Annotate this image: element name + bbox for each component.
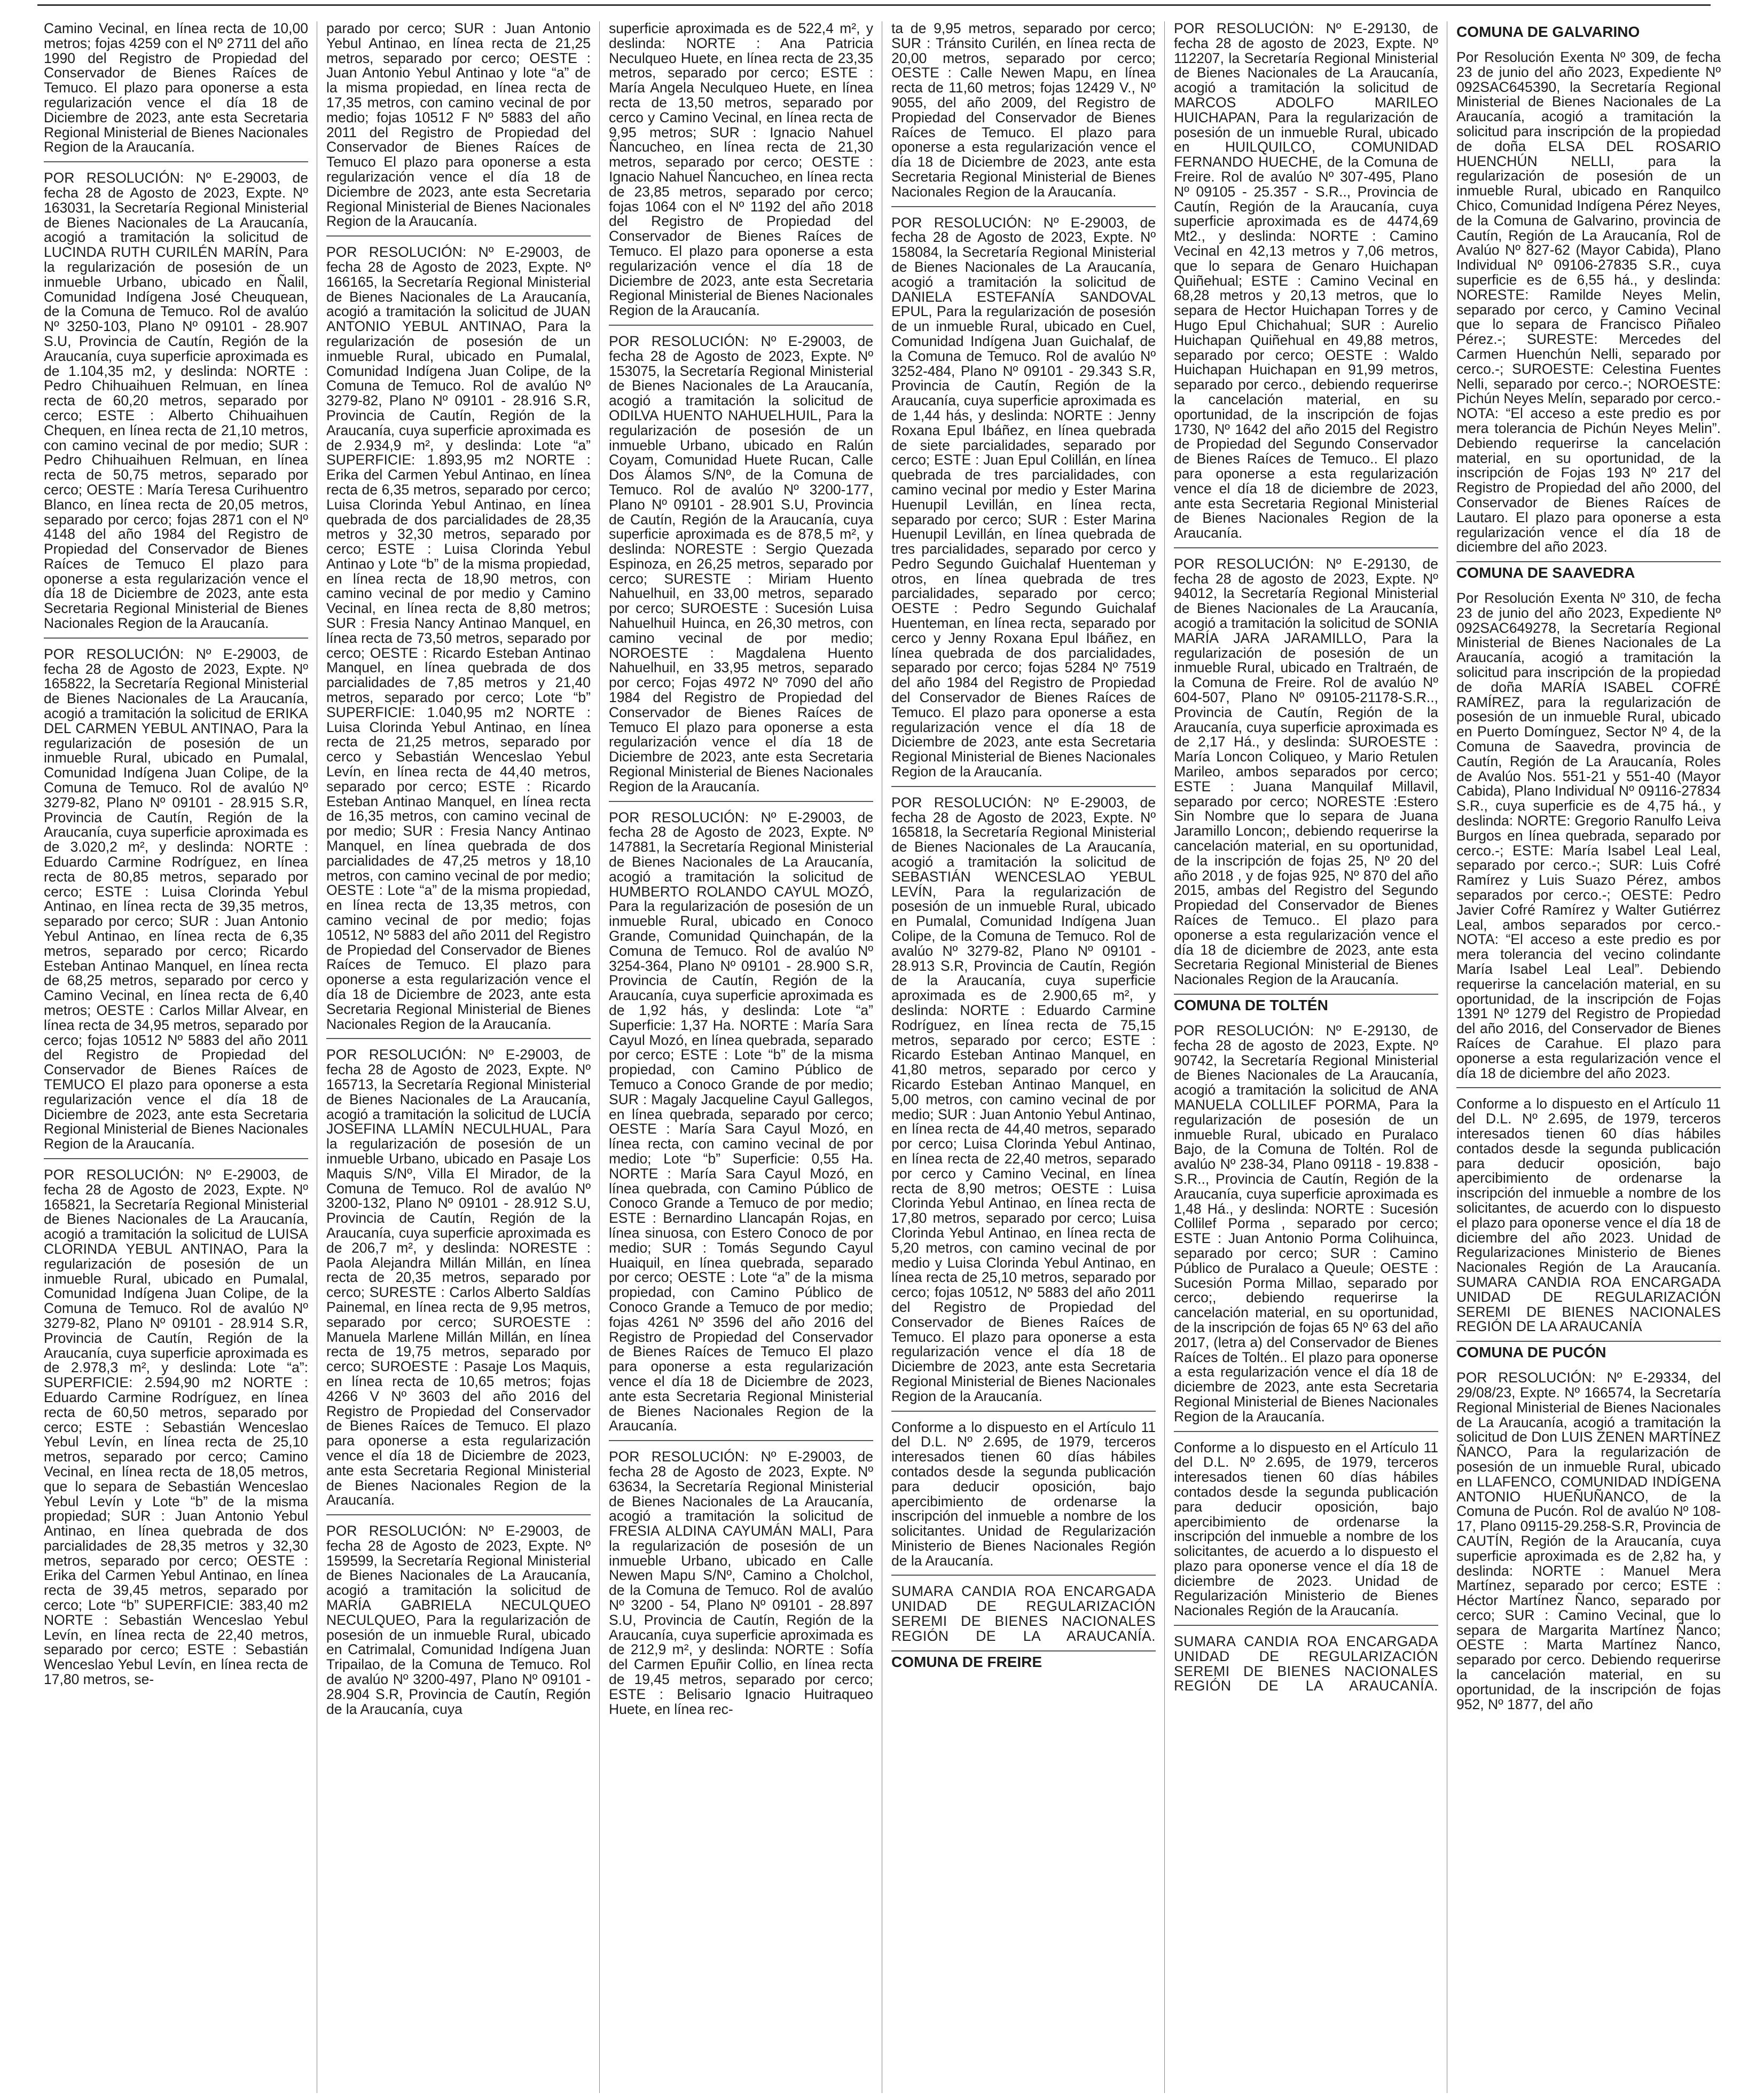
notice-separator — [891, 786, 1156, 787]
notice-paragraph: POR RESOLUCIÓN: Nº E-29003, de fecha 28 de Agosto de 2023, Expte. Nº 163031, la Secretaría Regional Ministerial de Bienes Nacionales de La Araucanía, acogió a tramitación la solicitud de LUCINDA RUTH CURILÉN MARÍN, Para la regularización de posesión de un inmueble Urbano, ubicado en Ñalil, Comunidad Indígena José Cheuquean, de la Comuna de Temuco. Rol de avalúo Nº 3250-103, Plano Nº 09101 - 28.907 S.U, Provincia de Cautín, Región de la Araucanía, cuya superficie aproximada es de 1.104,35 m2, y deslinda: NORTE : Pedro Chihuaihuen Relmuan, en línea recta de 60,20 metros, separado por cerco; ESTE : Alberto Chihuaihuen Chequen, en línea recta de 21,10 metros, con camino vecinal de por medio; SUR : Pedro Chihuaihuen Relmuan, en línea recta de 50,75 metros, separado por cerco; OESTE : María Teresa Curihuentro Blanco, en línea recta de 20,05 metros, separado por cerco; fojas 2871 con el Nº 4148 del año 1984 del Registro de Propiedad del Conservador de Bienes Raíces de Temuco El plazo para oponerse a esta regularización vence el día 18 de Diciembre de 2023, ante esta Secretaria Regional Ministerial de Bienes Nacionales Region de la Araucanía. — [44, 170, 308, 632]
notice-separator — [44, 638, 308, 639]
notice-separator — [1174, 1625, 1438, 1626]
notice-paragraph: Conforme a lo dispuesto en el Artículo 11 del D.L. Nº 2.695, de 1979, terceros interesados tienen 60 días hábiles contados desde la segunda publicación para deducir oposición, bajo apercibimiento de ordenarse la inscripción del inmueble a nombre de los solicitantes, de acuerdo con lo dispuesto el plazo para oponerse vence el día 18 de diciembre del año 2023. Unidad de Regularizaciones Ministerio de Bienes Nacionales Región de La Araucanía. SUMARA CANDIA ROA ENCARGADA UNIDAD DE REGULARIZACIÓN SEREMI DE BIENES NACIONALES REGIÓN DE LA ARAUCANÍA — [1456, 1096, 1721, 1335]
notice-paragraph: POR RESOLUCIÓN: Nº E-29130, de fecha 28 de agosto de 2023, Expte. Nº 94012, la Secretaría Regional Ministerial de Bienes Nacionales de La Araucanía, acogió a tramitación la solicitud de SONIA MARÍA JARA JARAMILLO, Para la regularización de posesión de un inmueble Rural, ubicado en Traltraén, de la Comuna de Freire. Rol de avalúo Nº 604-507, Plano Nº 09105-21178-S.R.., Provincia de Cautín, Región de la Araucanía, cuya superficie aproximada es de 2,17 Há., y deslinda: SUROESTE : María Loncon Coliqueo, y Mario Retulen Marileo, ambos separados por cerco; ESTE : Juana Manquilaf Millavil, separado por cerco; NORESTE :Estero Sin Nombre que lo separa de Juana Jaramillo Loncon;, debiendo requerirse la cancelación material, en su oportunidad, de la inscripción de fojas 25, Nº 20 del año 2018 , y de fojas 925, Nº 870 del año 2015, ambas del Registro del Segundo Propiedad del Conservador de Bienes Raíces de Temuco.. El plazo para oponerse a esta regularización vence el día 18 de diciembre de 2023, ante esta Secretaria Regional Ministerial de Bienes Nacionales Region de la Araucanía. — [1174, 555, 1438, 988]
notice-paragraph: POR RESOLUCIÓN: Nº E-29130, de fecha 28 de agosto de 2023, Expte. Nº 90742, la Secretaría Regional Ministerial de Bienes Nacionales de La Araucanía, acogió a tramitación la solicitud de ANA MANUELA COLLILEF PORMA, Para la regularización de posesión de un inmueble Rural, ubicado en Puralaco Bajo, de la Comuna de Toltén. Rol de avalúo Nº 238-34, Plano 09118 - 19.838 - S.R.., Provincia de Cautín, Región de la Araucanía, cuya superficie aproximada es 1,48 Há., y deslinda: NORTE : Sucesión Collilef Porma , separado por cerco; ESTE : Juan Antonio Porma Colihuinca, separado por cerco; SUR : Camino Público de Puralaco a Queule; OESTE : Sucesión Porma Millao, separado por cerco;, debiendo requerirse la cancelación material, en su oportunidad, de la inscripción de fojas 65 Nº 63 del año 2017, (letra a) del Conservador de Bienes Raíces de Toltén.. El plazo para oponerse a esta regularización vence el día 18 de diciembre de 2023, ante esta Secretaria Regional Ministerial de Bienes Nacionales Region de la Araucanía. — [1174, 1023, 1438, 1425]
column-5 — [1174, 21, 1438, 2093]
column-6 — [1456, 21, 1721, 2093]
notice-paragraph: Conforme a lo dispuesto en el Artículo 11 del D.L. Nº 2.695, de 1979, terceros interesados tienen 60 días hábiles contados desde la segunda publicación para deducir oposición, bajo apercibimiento de ordenarse la inscripción del inmueble a nombre de los solicitantes. Unidad de Regularización Ministerio de Bienes Nacionales Región de la Araucanía. — [891, 1419, 1156, 1569]
notice-paragraph: POR RESOLUCIÓN: Nº E-29003, de fecha 28 de Agosto de 2023, Expte. Nº 165818, la Secretaría Regional Ministerial de Bienes Nacionales de La Araucanía, acogió a tramitación la solicitud de SEBASTIÁN WENCESLAO YEBUL LEVÍN, Para la regularización de posesión de un inmueble Rural, ubicado en Pumalal, Comunidad Indígena Juan Colipe, de la Comuna de Temuco. Rol de avalúo Nº 3279-82, Plano Nº 09101 - 28.913 S.R, Provincia de Cautín, Región de la Araucanía, cuya superficie aproximada es de 2.900,65 m², y deslinda: NORTE : Eduardo Carmine Rodríguez, en línea recta de 75,15 metros, separado por cerco; ESTE : Ricardo Esteban Antinao Manquel, en 41,80 metros, separado por cerco y Ricardo Esteban Antinao Manquel, en 5,00 metros, con camino vecinal de por medio; SUR : Juan Antonio Yebul Antinao, en línea recta de 44,40 metros, separado por cerco; Luisa Clorinda Yebul Antinao, en línea recta de 22,40 metros, separado por cerco y Camino Vecinal, en línea recta de 8,90 metros; OESTE : Luisa Clorinda Yebul Antinao, en línea recta de 17,80 metros, separado por cerco; Luisa Clorinda Yebul Antinao, en línea recta de 5,20 metros, con camino vecinal de por medio y Luisa Clorinda Yebul Antinao, en línea recta de 25,10 metros, separado por cerco; fojas 10512, Nº 5883 del año 2011 del Registro de Propiedad del Conservador de Bienes Raíces de Temuco. El plazo para oponerse a esta regularización vence el día 18 de Diciembre de 2023, ante esta Secretaria Regional Ministerial de Bienes Nacionales Region de la Araucanía. — [891, 794, 1156, 1404]
notice-paragraph: POR RESOLUCIÓN: Nº E-29003, de fecha 28 de Agosto de 2023, Expte. Nº 165821, la Secretaría Regional Ministerial de Bienes Nacionales de La Araucanía, acogió a tramitación la solicitud de LUISA CLORINDA YEBUL ANTINAO, Para la regularización de posesión de un inmueble Rural, ubicado en Pumalal, Comunidad Indígena Juan Colipe, de la Comuna de Temuco. Rol de avalúo Nº 3279-82, Plano Nº 09101 - 28.914 S.R, Provincia de Cautín, Región de la Araucanía, cuya superficie aproximada es de 2.978,3 m², y deslinda: Lote “a”: SUPERFICIE: 2.594,90 m2 NORTE : Eduardo Carmine Rodríguez, en línea recta de 60,50 metros, separado por cerco; ESTE : Sebastián Wenceslao Yebul Levín, en línea recta de 25,10 metros, separado por cerco; Camino Vecinal, en línea recta de 18,05 metros, que lo separa de Sebastián Wenceslao Yebul Levín y Lote “b” de la misma propiedad; SUR : Juan Antonio Yebul Antinao, en línea quebrada de dos parcialidades de 28,35 metros y 32,30 metros, separado por cerco; OESTE : Erika del Carmen Yebul Antinao, en línea recta de 39,45 metros, separado por cerco; Lote “b” SUPERFICIE: 383,40 m2 NORTE : Sebastián Wenceslao Yebul Levín, en línea recta de 22,40 metros, separado por cerco; ESTE : Sebastián Wenceslao Yebul Levín, en línea recta de 17,80 metros, se- — [44, 1166, 308, 1688]
notice-separator — [1456, 1087, 1721, 1088]
comuna-heading: COMUNA DE TOLTÉN — [1174, 994, 1438, 1018]
notice-paragraph: superficie aproximada es de 522,4 m², y deslinda: NORTE : Ana Patricia Neculqueo Huete, en línea recta de 23,35 metros, separado por cerco; ESTE : María Angela Neculqueo Huete, en línea recta de 13,50 metros, separado por cerco y Camino Vecinal, en línea recta de 9,95 metros; SUR : Ignacio Nahuel Ñancucheo, en línea recta de 21,30 metros, separado por cerco; OESTE : Ignacio Nahuel Ñancucheo, en línea recta de 23,85 metros, separado por cerco; fojas 1064 con el Nº 1192 del año 2018 del Registro de Propiedad del Conservador de Bienes Raíces de Temuco. El plazo para oponerse a esta regularización vence el día 18 de Diciembre de 2023, ante esta Secretaria Regional Ministerial de Bienes Nacionales Region de la Araucanía. — [609, 21, 873, 319]
notice-paragraph: POR RESOLUCIÓN: Nº E-29003, de fecha 28 de Agosto de 2023, Expte. Nº 166165, la Secretaría Regional Ministerial de Bienes Nacionales de La Araucanía, acogió a tramitación la solicitud de JUAN ANTONIO YEBUL ANTINAO, Para la regularización de posesión de un inmueble Rural, ubicado en Pumalal, Comunidad Indígena Juan Colipe, de la Comuna de Temuco. Rol de avalúo Nº 3279-82, Plano Nº 09101 - 28.916 S.R, Provincia de Cautín, Región de la Araucanía, cuya superficie aproximada es de 2.934,9 m², y deslinda: Lote “a” SUPERFICIE: 1.893,95 m2 NORTE : Erika del Carmen Yebul Antinao, en línea recta de 6,35 metros, separado por cerco; Luisa Clorinda Yebul Antinao, en línea quebrada de dos parcialidades de 28,35 metros y 32,30 metros, separado por cerco; ESTE : Luisa Clorinda Yebul Antinao y Lote “b” de la misma propiedad, en línea recta de 18,90 metros, con camino vecinal de por medio y Camino Vecinal, en línea recta de 8,80 metros; SUR : Fresia Nancy Antinao Manquel, en línea recta de 73,50 metros, separado por cerco; OESTE : Ricardo Esteban Antinao Manquel, en línea quebrada de dos parcialidades de 7,85 metros y 21,40 metros, separado por cerco; Lote “b” SUPERFICIE: 1.040,95 m2 NORTE : Luisa Clorinda Yebul Antinao, en línea recta de 21,25 metros, separado por cerco y Sebastián Wenceslao Yebul Levín, en línea recta de 44,40 metros, separado por cerco; ESTE : Ricardo Esteban Antinao Manquel, en línea recta de 16,35 metros, con camino vecinal de por medio; SUR : Fresia Nancy Antinao Manquel, en línea quebrada de dos parcialidades de 47,25 metros y 18,10 metros, con camino vecinal de por medio; OESTE : Lote “a” de la misma propiedad, en línea recta de 13,35 metros, con camino vecinal de por medio; fojas 10512, Nº 5883 del año 2011 del Registro de Propiedad del Conservador de Bienes Raíces de Temuco. El plazo para oponerse a esta regularización vence el día 18 de Diciembre de 2023, ante esta Secretaria Regional Ministerial de Bienes Nacionales Region de la Araucanía. — [326, 244, 591, 1032]
notice-paragraph: Por Resolución Exenta Nº 309, de fecha 23 de junio del año 2023, Expediente Nº 092SAC645390, la Secretaría Regional Ministerial de Bienes Nacionales de La Araucanía, acogió a tramitación la solicitud para inscripción de la propiedad de doña ELSA DEL ROSARIO HUENCHÚN NELLI, para la regularización de posesión de un inmueble Rural, ubicado en Ranquilco Chico, Comunidad Indígena Pérez Neyes, de la Comuna de Galvarino, provincia de Cautín, Región de La Araucanía, Rol de Avalúo Nº 827-62 (Mayor Cabida), Plano Individual Nº 09106-27835 S.R., cuya superficie es de 6,55 há., y deslinda: NORESTE: Ramilde Neyes Melin, separado por cerco, y Camino Vecinal que lo separa de Francisco Piñaleo Pérez.-; SURESTE: Mercedes del Carmen Huenchún Nelli, separado por cerco.-; SUROESTE: Celestina Fuentes Nelli, separado por cerco.-; NOROESTE: Pichún Neyes Melín, separado por cerco.- NOTA: “El acceso a este predio es por mera tolerancia de Pichún Neyes Melin”. Debiendo requerirse la cancelación material, en su oportunidad, de la inscripción de Fojas 193 Nº 217 del Registro de Propiedad del año 2000, del Conservador de Bienes Raíces de Lautaro. El plazo para oponerse a esta regularización vence el día 18 de diciembre del año 2023. — [1456, 49, 1721, 555]
notice-separator — [44, 1158, 308, 1159]
notice-separator — [609, 801, 873, 802]
column-2 — [326, 21, 591, 2093]
notice-separator — [891, 206, 1156, 207]
comuna-heading: COMUNA DE PUCÓN — [1456, 1341, 1721, 1365]
column-4 — [891, 21, 1156, 2093]
signature-block: SUMARA CANDIA ROA ENCARGADA UNIDAD DE REGULARIZACIÓN SEREMI DE BIENES NACIONALES REGIÓN DE LA ARAUCANÍA. — [891, 1583, 1156, 1644]
notice-paragraph: parado por cerco; SUR : Juan Antonio Yebul Antinao, en línea recta de 21,25 metros, separado por cerco; OESTE : Juan Antonio Yebul Antinao y lote “a” de la misma propiedad, en línea recta de 17,35 metros, con camino vecinal de por medio; fojas 10512 F Nº 5883 del año 2011 del Registro de Propiedad del Conservador de Bienes Raíces de Temuco El plazo para oponerse a esta regularización vence el día 18 de Diciembre de 2023, ante esta Secretaria Regional Ministerial de Bienes Nacionales Region de la Araucanía. — [326, 21, 591, 230]
notice-paragraph: Por Resolución Exenta Nº 310, de fecha 23 de junio del año 2023, Expediente Nº 092SAC649278, la Secretaría Regional Ministerial de Bienes Nacionales de La Araucanía, acogió a tramitación la solicitud para inscripción de la propiedad de doña MARÍA ISABEL COFRÉ RAMÍREZ, para la regularización de posesión de un inmueble Rural, ubicado en Puerto Domínguez, Sector Nº 4, de la Comuna de Saavedra, provincia de Cautín, Región de La Araucanía, Roles de Avalúo Nos. 551-21 y 551-40 (Mayor Cabida), Plano Individual Nº 09116-27834 S.R., cuya superficie es de 4,75 há., y deslinda: NORTE: Gregorio Ranulfo Leiva Burgos en línea quebrada, separado por cerco.-; ESTE: María Isabel Leal Leal, separado por cerco.-; SUR: Luis Cofré Ramírez y Luis Suazo Pérez, ambos separados por cerco.-; OESTE: Pedro Javier Cofré Ramírez y Walter Gutiérrez Leal, ambos separados por cerco.- NOTA: “El acceso a este predio es por mera tolerancia del vecino colindante María Isabel Leal Leal”. Debiendo requerirse la cancelación material, en su oportunidad, de la inscripción de Fojas 1391 Nº 1279 del Registro de Propiedad del año 2016, del Conservador de Bienes Raíces de Carahue. El plazo para oponerse a esta regularización vence el día 18 de diciembre del año 2023. — [1456, 590, 1721, 1081]
notice-separator — [1174, 1431, 1438, 1432]
column-divider — [1164, 21, 1165, 2093]
notice-separator — [609, 1440, 873, 1441]
comuna-heading: COMUNA DE GALVARINO — [1456, 23, 1640, 40]
column-divider — [599, 21, 600, 2093]
notice-paragraph: POR RESOLUCIÓN: Nº E-29003, de fecha 28 de Agosto de 2023, Expte. Nº 63634, la Secretaría Regional Ministerial de Bienes Nacionales de La Araucanía, acogió a tramitación la solicitud de FRESIA ALDINA CAYUMÁN MALI, Para la regularización de posesión de un inmueble Urbano, ubicado en Calle Newen Mapu S/Nº, Camino a Cholchol, de la Comuna de Temuco. Rol de avalúo Nº 3200 - 54, Plano Nº 09101 - 28.897 S.U, Provincia de Cautín, Región de la Araucanía, cuya superficie aproximada es de 212,9 m², y deslinda: NORTE : Sofía del Carmen Epuñir Collio, en línea recta de 19,45 metros, separado por cerco; ESTE : Belisario Ignacio Huitraqueo Huete, en línea rec- — [609, 1449, 873, 1717]
notice-paragraph: POR RESOLUCIÓN: Nº E-29003, de fecha 28 de Agosto de 2023, Expte. Nº 158084, la Secretaría Regional Ministerial de Bienes Nacionales de La Araucanía, acogió a tramitación la solicitud de DANIELA ESTEFANÍA SANDOVAL EPUL, Para la regularización de posesión de un inmueble Rural, ubicado en Cuel, Comunidad Indígena Juan Guichalaf, de la Comuna de Temuco. Rol de avalúo Nº 3252-484, Plano Nº 09101 - 29.343 S.R, Provincia de Cautín, Región de la Araucanía, cuya superficie aproximada es de 1,44 hás, y deslinda: NORTE : Jenny Roxana Epul Ibáñez, en línea quebrada de siete parcialidades, separado por cerco; ESTE : Juan Epul Colillán, en línea quebrada de tres parcialidades, con camino vecinal por medio y Ester Marina Huenupil Levillán, en línea recta, separado por cerco; SUR : Ester Marina Huenupil Levillán, en línea quebrada de tres parcialidades, separado por cerco y Pedro Segundo Guichalaf Huenteman y otros, en línea quebrada de tres parcialidades, separado por cerco; OESTE : Pedro Segundo Guichalaf Huenteman, en línea recta, separado por cerco y Jenny Roxana Epul Ibáñez, en línea quebrada de dos parcialidades, separado por cerco; fojas 5284 Nº 7519 del año 1984 del Registro de Propiedad del Conservador de Bienes Raíces de Temuco. El plazo para oponerse a esta regularización vence el día 18 de Diciembre de 2023, ante esta Secretaria Regional Ministerial de Bienes Nacionales Region de la Araucanía. — [891, 214, 1156, 780]
notice-paragraph: POR RESOLUCIÓN: Nº E-29130, de fecha 28 de agosto de 2023, Expte. Nº 112207, la Secretaría Regional Ministerial de Bienes Nacionales de La Araucanía, acogió a tramitación la solicitud de MARCOS ADOLFO MARILEO HUICHAPAN, Para la regularización de posesión de un inmueble Rural, ubicado en HUILQUILCO, COMUNIDAD FERNANDO HUECHE, de la Comuna de Freire. Rol de avalúo Nº 307-495, Plano Nº 09105 - 25.357 - S.R.., Provincia de Cautín, Región de la Araucanía, cuya superficie aproximada es de 4474,69 Mt2., y deslinda: NORTE : Camino Vecinal en 42,13 metros y 7,06 metros, que lo separa de Genaro Huichapan Quiñehual; ESTE : Camino Vecinal en 68,28 metros y 20,13 metros, que lo separa de Hector Huichapan Torres y de Hugo Epul Chichahual; SUR : Aurelio Huichapan Quiñehual en 49,88 metros, separado por cerco; OESTE : Waldo Huichapan Huichapan en 91,99 metros, separado por cerco., debiendo requerirse la cancelación material, en su oportunidad, de la inscripción de fojas 1730, Nº 1642 del año 2015 del Registro de Propiedad del Segundo Conservador de Bienes Raíces de Temuco.. El plazo para oponerse a esta regularización vence el día 18 de diciembre de 2023, ante esta Secretaria Regional Ministerial de Bienes Nacionales Region de la Araucanía. — [1174, 21, 1438, 541]
notice-paragraph: POR RESOLUCIÓN: Nº E-29003, de fecha 28 de Agosto de 2023, Expte. Nº 147881, la Secretaría Regional Ministerial de Bienes Nacionales de La Araucanía, acogió a tramitación la solicitud de HUMBERTO ROLANDO CAYUL MOZÓ, Para la regularización de posesión de un inmueble Rural, ubicado en Conoco Grande, Comunidad Quinchapán, de la Comuna de Temuco. Rol de avalúo Nº 3254-364, Plano Nº 09101 - 28.900 S.R, Provincia de Cautín, Región de la Araucanía, cuya superficie aproximada es de 1,92 hás, y deslinda: Lote “a” Superficie: 1,37 Ha. NORTE : María Sara Cayul Mozó, en línea quebrada, separado por cerco; ESTE : Lote “b” de la misma propiedad, con Camino Público de Temuco a Conoco Grande de por medio; SUR : Magaly Jacqueline Cayul Gallegos, en línea quebrada, separado por cerco; OESTE : María Sara Cayul Mozó, en línea recta, con camino vecinal de por medio; Lote “b” Superficie: 0,55 Ha. NORTE : María Sara Cayul Mozó, en línea quebrada, con Camino Público de Conoco Grande a Temuco de por medio; ESTE : Bernardino Llancapán Rojas, en línea sinuosa, con Estero Conoco de por medio; SUR : Tomás Segundo Cayul Huaiquil, en línea quebrada, separado por cerco; OESTE : Lote “a” de la misma propiedad, con Camino Público de Conoco Grande a Temuco de por medio; fojas 4261 Nº 3596 del año 2016 del Registro de Propiedad del Conservador de Bienes Raíces de Temuco El plazo para oponerse a esta regularización vence el día 18 de Diciembre de 2023, ante esta Secretaria Regional Ministerial de Bienes Nacionales Region de la Araucanía. — [609, 809, 873, 1434]
column-3 — [609, 21, 873, 2093]
notice-separator — [326, 1038, 591, 1039]
notice-separator — [326, 235, 591, 237]
notice-paragraph: ta de 9,95 metros, separado por cerco; SUR : Tránsito Curilén, en línea recta de 20,00 metros, separado por cerco; OESTE : Calle Newen Mapu, en línea recta de 11,60 metros; fojas 12429 V., Nº 9055, del año 2009, del Registro de Propiedad del Conservador de Bienes Raíces de Temuco. El plazo para oponerse a esta regularización vence el día 18 de Diciembre de 2023, ante esta Secretaria Regional Ministerial de Bienes Nacionales Region de la Araucanía. — [891, 21, 1156, 200]
notice-separator — [609, 325, 873, 326]
notice-paragraph: Camino Vecinal, en línea recta de 10,00 metros; fojas 4259 con el Nº 2711 del año 1990 del Registro de Propiedad del Conservador de Bienes Raíces de Temuco. El plazo para oponerse a esta regularización vence el día 18 de Diciembre de 2023, ante esta Secretaria Regional Ministerial de Bienes Nacionales Region de la Araucanía. — [44, 21, 308, 155]
notice-separator — [1174, 547, 1438, 548]
comuna-heading: COMUNA DE SAAVEDRA — [1456, 561, 1721, 586]
signature-block: SUMARA CANDIA ROA ENCARGADA UNIDAD DE REGULARIZACIÓN SEREMI DE BIENES NACIONALES REGIÓN DE LA ARAUCANÍA. — [1174, 1633, 1438, 1694]
notice-paragraph: Conforme a lo dispuesto en el Artículo 11 del D.L. Nº 2.695, de 1979, terceros interesados tienen 60 días hábiles contados desde la segunda publicación para deducir oposición, bajo apercibimiento de ordenarse la inscripción del inmueble a nombre de los solicitantes, de acuerdo a lo dispuesto el plazo para oponerse vence el día 18 de diciembre de 2023. Unidad de Regularización Ministerio de Bienes Nacionales Región de la Araucanía. — [1174, 1439, 1438, 1619]
notice-paragraph: POR RESOLUCIÓN: Nº E-29003, de fecha 28 de Agosto de 2023, Expte. Nº 159599, la Secretaría Regional Ministerial de Bienes Nacionales de La Araucanía, acogió a tramitación la solicitud de MARÍA GABRIELA NECULQUEO NECULQUEO, Para la regularización de posesión de un inmueble Rural, ubicado en Catrimalal, Comunidad Indígena Juan Tripailao, de la Comuna de Temuco. Rol de avalúo Nº 3200-497, Plano Nº 09101 - 28.904 S.R, Provincia de Cautín, Región de la Araucanía, cuya — [326, 1523, 591, 1717]
notice-separator — [891, 1411, 1156, 1412]
top-rule — [37, 4, 1711, 6]
column-1 — [44, 21, 308, 2093]
notice-separator — [326, 1514, 591, 1515]
comuna-heading: COMUNA DE FREIRE — [891, 1650, 1156, 1675]
notice-paragraph: POR RESOLUCIÓN: Nº E-29003, de fecha 28 de Agosto de 2023, Expte. Nº 153075, la Secretaría Regional Ministerial de Bienes Nacionales de La Araucanía, acogió a tramitación la solicitud de ODILVA HUENTO NAHUELHUIL, Para la regularización de posesión de un inmueble Urbano, ubicado en Ralún Coyam, Comunidad Huete Rucan, Calle Dos Álamos S/Nº, de la Comuna de Temuco. Rol de avalúo Nº 3200-177, Plano Nº 09101 - 28.901 S.U, Provincia de Cautín, Región de la Araucanía, cuya superficie aproximada es de 878,5 m², y deslinda: NORESTE : Sergio Quezada Espinoza, en 26,25 metros, separado por cerco; SURESTE : Miriam Huento Nahuelhuil, en 33,00 metros, separado por cerco; SUROESTE : Sucesión Luisa Nahuelhuil Huinca, en 26,30 metros, con camino vecinal de por medio; NOROESTE : Magdalena Huento Nahuelhuil, en 33,95 metros, separado por cerco; Fojas 4972 Nº 7090 del año 1984 del Registro de Propiedad del Conservador de Bienes Raíces de Temuco El plazo para oponerse a esta regularización vence el día 18 de Diciembre de 2023, ante esta Secretaria Regional Ministerial de Bienes Nacionales Region de la Araucanía. — [609, 333, 873, 795]
notice-separator — [891, 1575, 1156, 1576]
notice-paragraph: POR RESOLUCIÓN: Nº E-29003, de fecha 28 de Agosto de 2023, Expte. Nº 165822, la Secretaría Regional Ministerial de Bienes Nacionales de La Araucanía, acogió a tramitación la solicitud de ERIKA DEL CARMEN YEBUL ANTINAO, Para la regularización de posesión de un inmueble Rural, ubicado en Pumalal, Comunidad Indígena Juan Colipe, de la Comuna de Temuco. Rol de avalúo Nº 3279-82, Plano Nº 09101 - 28.915 S.R, Provincia de Cautín, Región de la Araucanía, cuya superficie aproximada es de 3.020,2 m², y deslinda: NORTE : Eduardo Carmine Rodríguez, en línea recta de 80,85 metros, separado por cerco; ESTE : Luisa Clorinda Yebul Antinao, en línea recta de 39,35 metros, separado por cerco; SUR : Juan Antonio Yebul Antinao, en línea recta de 6,35 metros, separado por cerco; Ricardo Esteban Antinao Manquel, en línea recta de 68,25 metros, separado por cerco y Camino Vecinal, en línea recta de 6,40 metros; OESTE : Carlos Millar Alvear, en línea recta de 34,95 metros, separado por cerco; fojas 10512 Nº 5883 del año 2011 del Registro de Propiedad del Conservador de Bienes Raíces de TEMUCO El plazo para oponerse a esta regularización vence el día 18 de Diciembre de 2023, ante esta Secretaria Regional Ministerial de Bienes Nacionales Region de la Araucanía. — [44, 646, 308, 1152]
notice-paragraph: POR RESOLUCIÓN: Nº E-29003, de fecha 28 de Agosto de 2023, Expte. Nº 165713, la Secretaría Regional Ministerial de Bienes Nacionales de La Araucanía, acogió a tramitación la solicitud de LUCÍA JOSEFINA LLAMÍN NECULHUAL, Para la regularización de posesión de un inmueble Urbano, ubicado en Pasaje Los Maquis S/Nº, Villa El Mirador, de la Comuna de Temuco. Rol de avalúo Nº 3200-132, Plano Nº 09101 - 28.912 S.U, Provincia de Cautín, Región de la Araucanía, cuya superficie aproximada es de 206,7 m², y deslinda: NORESTE : Paola Alejandra Millán Millán, en línea recta de 20,35 metros, separado por cerco; SURESTE : Carlos Alberto Saldías Painemal, en línea recta de 9,95 metros, separado por cerco; SUROESTE : Manuela Marlene Millán Millán, en línea recta de 19,75 metros, separado por cerco; SUROESTE : Pasaje Los Maquis, en línea recta de 10,65 metros; fojas 4266 V Nº 3603 del año 2016 del Registro de Propiedad del Conservador de Bienes Raíces de Temuco. El plazo para oponerse a esta regularización vence el día 18 de Diciembre de 2023, ante esta Secretaria Regional Ministerial de Bienes Nacionales Region de la Araucanía. — [326, 1047, 591, 1508]
notice-paragraph: POR RESOLUCIÓN: Nº E-29334, del 29/08/23, Expte. Nº 166574, la Secretaría Regional Ministerial de Bienes Nacionales de La Araucanía, acogió a tramitación la solicitud de Don LUIS ZENEN MARTÍNEZ ÑANCO, Para la regularización de posesión de un inmueble Rural, ubicado en LLAFENCO, COMUNIDAD INDÍGENA ANTONIO HUEÑUÑANCO, de la Comuna de Pucón. Rol de avalúo Nº 108-17, Plano 09115-29.258-S.R, Provincia de CAUTÍN, Región de la Araucanía, cuya superficie aproximada es de 2,82 ha, y deslinda: NORTE : Manuel Mera Martínez, separado por cerco; ESTE : Héctor Martínez Ñanco, separado por cerco; SUR : Camino Vecinal, que lo separa de Margarita Martínez Ñanco; OESTE : Marta Martínez Ñanco, separado por cerco. Debiendo requerirse la cancelación material, en su oportunidad, de la inscripción de fojas 952, Nº 1877, del año — [1456, 1370, 1721, 1712]
notice-separator — [44, 161, 308, 162]
